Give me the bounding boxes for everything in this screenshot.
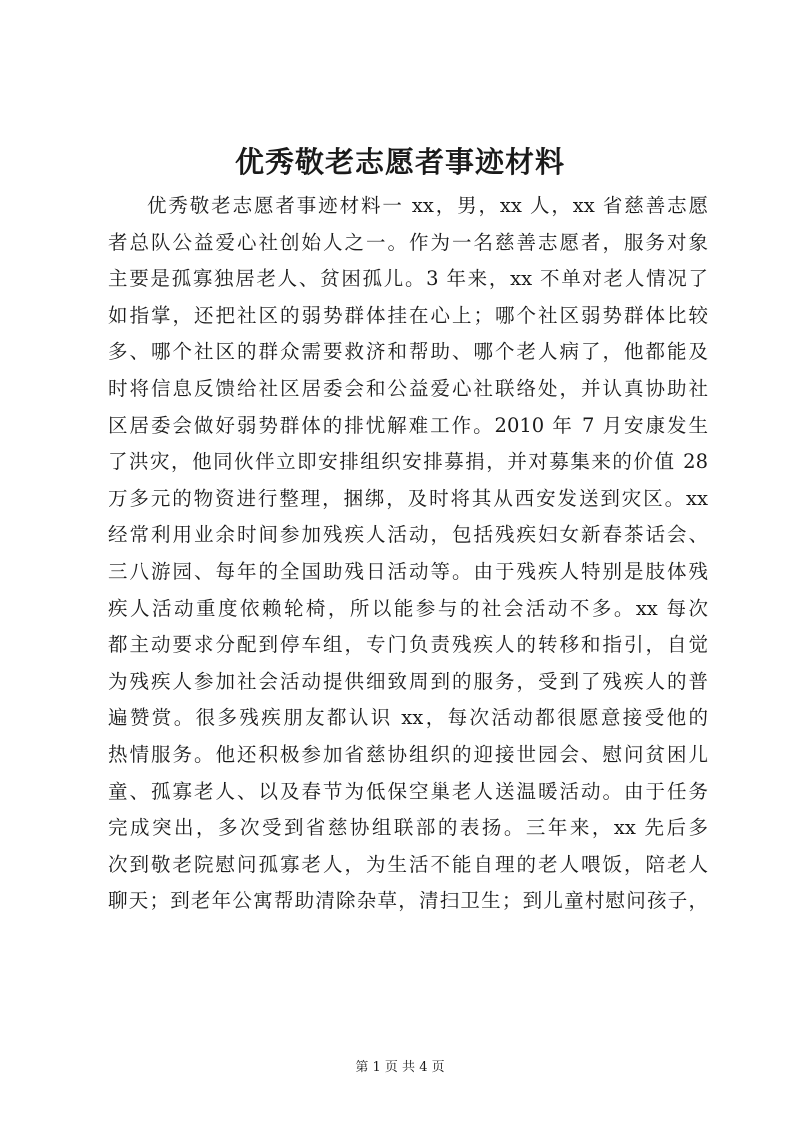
text-line: 聊天；到老年公寓帮助清除杂草，清扫卫生；到儿童村慰问孩子， — [108, 889, 708, 913]
text-line: 了洪灾，他同伙伴立即安排组织安排募捐，并对募集来的价值 28 — [108, 450, 708, 474]
text-line: 优秀敬老志愿者事迹材料一 xx，男，xx 人，xx 省慈善志愿 — [147, 194, 708, 217]
text-line: 者总队公益爱心社创始人之一。作为一名慈善志愿者，服务对象 — [108, 230, 708, 254]
text-line: 热情服务。他还积极参加省慈协组织的迎接世园会、慰问贫困儿 — [108, 742, 708, 766]
text-line: 如指掌，还把社区的弱势群体挂在心上；哪个社区弱势群体比较 — [108, 303, 708, 327]
text-line: 遍赞赏。很多残疾朋友都认识 xx，每次活动都很愿意接受他的 — [108, 706, 708, 730]
page-title: 优秀敬老志愿者事迹材料 — [234, 145, 565, 179]
text-line: 完成突出，多次受到省慈协组联部的表扬。三年来，xx 先后多 — [108, 816, 708, 840]
text-line: 时将信息反馈给社区居委会和公益爱心社联络处，并认真协助社 — [108, 376, 708, 400]
text-line: 为残疾人参加社会活动提供细致周到的服务，受到了残疾人的普 — [108, 669, 708, 693]
text-line: 三八游园、每年的全国助残日活动等。由于残疾人特别是肢体残 — [108, 559, 708, 583]
text-line: 经常利用业余时间参加残疾人活动，包括残疾妇女新春茶话会、 — [108, 523, 708, 547]
text-line: 疾人活动重度依赖轮椅，所以能参与的社会活动不多。xx 每次 — [108, 596, 708, 620]
text-line: 万多元的物资进行整理，捆绑，及时将其从西安发送到灾区。xx — [108, 486, 708, 510]
text-line: 区居委会做好弱势群体的排忧解难工作。2010 年 7 月安康发生 — [108, 413, 708, 437]
text-line: 多、哪个社区的群众需要救济和帮助、哪个老人病了，他都能及 — [108, 340, 708, 364]
body-paragraph — [108, 188, 708, 920]
text-line: 主要是孤寡独居老人、贫困孤儿。3 年来，xx 不单对老人情况了 — [108, 267, 708, 291]
text-line: 次到敬老院慰问孤寡老人，为生活不能自理的老人喂饭，陪老人 — [108, 852, 708, 876]
page-number-footer: 第 1 页 共 4 页 — [355, 1060, 445, 1075]
text-line: 都主动要求分配到停车组，专门负责残疾人的转移和指引，自觉 — [108, 633, 708, 657]
text-line: 童、孤寡老人、以及春节为低保空巢老人送温暖活动。由于任务 — [108, 779, 708, 803]
